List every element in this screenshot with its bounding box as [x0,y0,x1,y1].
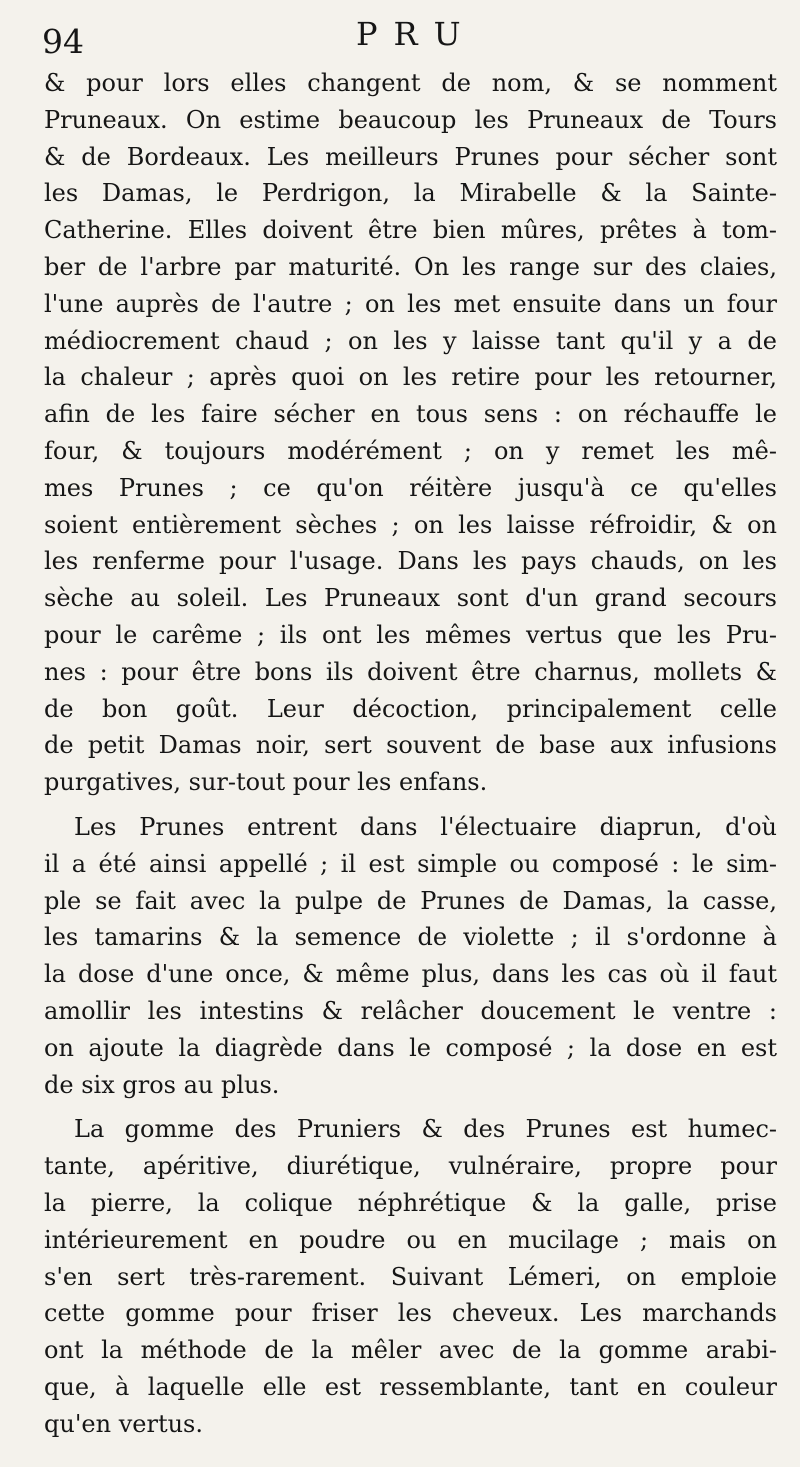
text-line: Pruneaux. On estime beaucoup les Pruneaux de Tours [44,105,777,134]
text-line: & pour lors elles changent de nom, & se nomment [44,69,777,97]
text-line: purgatives, sur-tout pour les enfans. [44,768,488,797]
text-line: qu'en vertus. [44,1409,203,1438]
text-line: ont la méthode de la mêler avec de la gomme arabi- [44,1336,777,1365]
text-line: sèche au soleil. Les Pruneaux sont d'un grand secours [44,584,777,613]
text-line: pour le carême ; ils ont les mêmes vertus que les Pru- [44,620,777,649]
paragraph-diaprun [44,809,777,1103]
text-line: s'en sert très-rarement. Suivant Lémeri, on emploie [44,1262,777,1291]
text-line: que, à laquelle elle est ressemblante, tant en couleur [44,1372,777,1401]
text-line: mes Prunes ; ce qu'on réitère jusqu'à ce qu'elles [44,473,777,502]
paragraph-gap [44,1103,777,1111]
text-line: & de Bordeaux. Les meilleurs Prunes pour sécher sont [44,142,777,171]
text-line: les Damas, le Perdrigon, la Mirabelle & la Sainte- [44,179,777,208]
text-line: Les Prunes entrent dans l'électuaire diaprun, d'où [74,812,777,841]
text-line: la dose d'une once, & même plus, dans les cas où il faut [44,960,777,989]
text-line: de petit Damas noir, sert souvent de base aux infusions [44,731,777,760]
text-line: il a été ainsi appellé ; il est simple ou composé : le sim- [44,849,777,878]
text-line: afin de les faire sécher en tous sens : on réchauffe le [44,400,777,429]
text-line: La gomme des Pruniers & des Prunes est humec- [74,1115,777,1144]
text-line: on ajoute la diagrède dans le composé ; la dose en est [44,1033,777,1062]
text-line: Catherine. Elles doivent être bien mûres, prêtes à tom- [44,216,777,245]
paragraph-gap [44,801,777,809]
text-line: la chaleur ; après quoi on les retire pour les retourner, [44,363,777,392]
text-line: amollir les intestins & relâcher doucement le ventre : [44,996,777,1025]
body-text [44,65,777,1442]
text-line: four, & toujours modérément ; on y remet les mê- [44,436,777,465]
text-line: ber de l'arbre par maturité. On les range sur des claies, [44,252,777,281]
paragraph-pruneaux [44,65,777,801]
text-line: ple se fait avec la pulpe de Prunes de Damas, la casse, [44,886,777,915]
text-line: intérieurement en poudre ou en mucilage ; mais on [44,1225,777,1254]
text-line: la pierre, la colique néphrétique & la galle, prise [44,1188,777,1217]
paragraph-gomme [44,1111,777,1442]
text-line: de six gros au plus. [44,1070,280,1099]
text-line: les tamarins & la semence de violette ; il s'ordonne à [44,923,777,952]
running-head: PRU [356,15,477,53]
text-line: les renferme pour l'usage. Dans les pays chauds, on les [44,547,777,576]
text-line: tante, apéritive, diurétique, vulnéraire, propre pour [44,1152,777,1181]
text-line: cette gomme pour friser les cheveux. Les marchands [44,1299,777,1328]
text-line: nes : pour être bons ils doivent être charnus, mollets & [44,657,777,686]
text-line: soient entièrement sèches ; on les laisse réfroidir, & on [44,510,777,539]
text-line: l'une auprès de l'autre ; on les met ensuite dans un four [44,289,777,318]
page-number: 94 [42,22,84,61]
text-line: de bon goût. Leur décoction, principalement celle [44,694,777,723]
text-line: médiocrement chaud ; on les y laisse tant qu'il y a de [44,326,777,355]
